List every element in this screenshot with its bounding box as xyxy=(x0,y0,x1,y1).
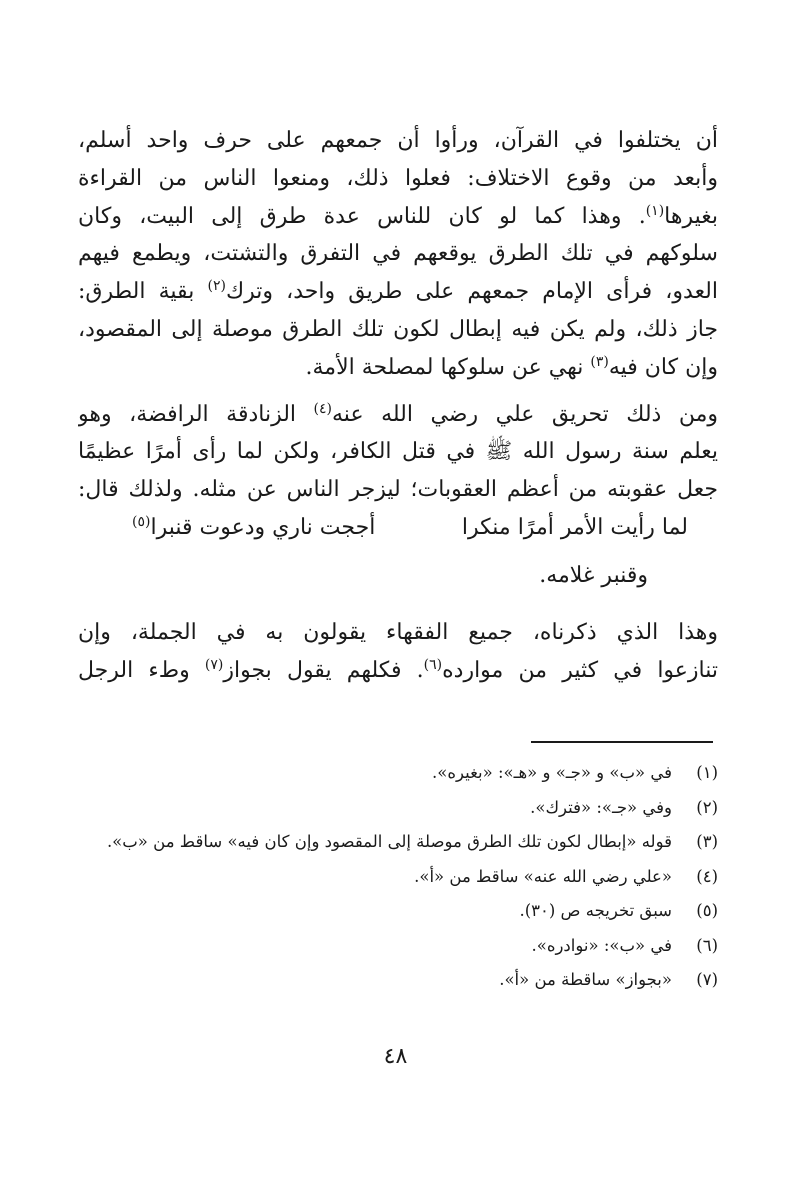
verse-second-hemistich: أججت ناري ودعوت قنبرا$^{(٥)}$ xyxy=(132,513,376,540)
footnote-text: «علي رضي الله عنه» ساقط من «أ». xyxy=(414,866,672,886)
text-line: تنازعوا في كثير من موارده$^{(٦)}$. فكلهم يقول بجواز$^{(٧)}$ وطء الرجل xyxy=(78,656,718,683)
footnote-number: (٤) xyxy=(696,866,718,886)
footnote xyxy=(78,825,718,860)
footnote-ref-3[interactable]: (٣) xyxy=(590,353,609,370)
footnote-number: (١) xyxy=(696,763,718,782)
text-line: أن يختلفوا في القرآن، ورأوا أن جمعهم على حرف واحد أسلم، xyxy=(78,128,718,153)
paragraph-gap xyxy=(78,605,718,614)
footnote-number: (٥) xyxy=(696,901,718,920)
footnote-ref-2[interactable]: (٢) xyxy=(207,278,226,295)
footnote-text: سبق تخريجه ص (٣٠). xyxy=(519,901,672,920)
verse-first-hemistich: لما رأيت الأمر أمرًا منكرا xyxy=(461,514,688,540)
footnote xyxy=(78,963,718,998)
footnote xyxy=(78,860,718,895)
page-number: ٤٨ xyxy=(383,1044,408,1069)
text-line: العدو، فرأى الإمام جمعهم على طريق واحد، وترك$^{(٢)}$ بقية الطرق: xyxy=(78,278,718,305)
text-line: وأبعد من وقوع الاختلاف: فعلوا ذلك، ومنعوا الناس من القراءة xyxy=(78,165,718,191)
text-line: وهذا الذي ذكرناه، جميع الفقهاء يقولون به في الجملة، وإن xyxy=(78,619,718,645)
footnote-text: في «ب»: «نوادره». xyxy=(531,935,672,955)
text-line: ومن ذلك تحريق علي رضي الله عنه$^{(٤)}$ الزنادقة الرافضة، وهو xyxy=(78,400,718,427)
footnotes xyxy=(78,756,718,998)
poetry-verse xyxy=(78,509,718,547)
footnote-ref-5[interactable]: (٥) xyxy=(132,513,151,530)
text-line: جعل عقوبته من أعظم العقوبات؛ ليزجر الناس عن مثله. ولذلك قال: xyxy=(78,477,718,503)
footnote-number: (٧) xyxy=(696,970,718,989)
footnote-text: قوله «إبطال لكون تلك الطرق موصلة إلى المقصود وإن كان فيه» ساقط من «ب». xyxy=(106,832,672,851)
footnote-number: (٣) xyxy=(696,832,718,851)
footnote-ref-4[interactable]: (٤) xyxy=(313,400,333,417)
verse-note: وقنبر غلامه. xyxy=(539,562,648,588)
footnote-ref-7[interactable]: (٧) xyxy=(204,656,224,673)
footnote-ref-6[interactable]: (٦) xyxy=(423,656,443,673)
paragraph-gap xyxy=(78,387,718,396)
text-line: يعلم سنة رسول الله ﷺ في قتل الكافر، ولكن لما رأى أمرًا عظيمًا xyxy=(78,439,718,465)
footnote-number: (٦) xyxy=(696,935,718,955)
footnote-separator xyxy=(531,741,713,743)
text-line: جاز ذلك، ولم يكن فيه إبطال لكون تلك الطرق موصلة إلى المقصود، xyxy=(78,316,718,342)
footnote-text: في «ب» و «جـ» و «هـ»: «بغيره». xyxy=(432,763,672,782)
footnote-number: (٢) xyxy=(696,797,718,817)
footnote xyxy=(78,894,718,929)
text-line: وإن كان فيه$^{(٣)}$ نهي عن سلوكها لمصلحة الأمة. xyxy=(305,353,718,380)
text-line: سلوكهم في تلك الطرق يوقعهم في التفرق والتشتت، ويطمع فيهم xyxy=(78,241,718,267)
footnote-text: «بجواز» ساقطة من «أ». xyxy=(499,970,672,989)
main-text xyxy=(78,122,718,689)
footnote xyxy=(78,791,718,826)
text-line: بغيرها$^{(١)}$. وهذا كما لو كان للناس عدة طرق إلى البيت، وكان xyxy=(78,202,718,229)
footnote-text: وفي «جـ»: «فترك». xyxy=(530,797,672,817)
footnote xyxy=(78,756,718,791)
footnote xyxy=(78,929,718,964)
footnote-ref-1[interactable]: (١) xyxy=(645,202,665,219)
